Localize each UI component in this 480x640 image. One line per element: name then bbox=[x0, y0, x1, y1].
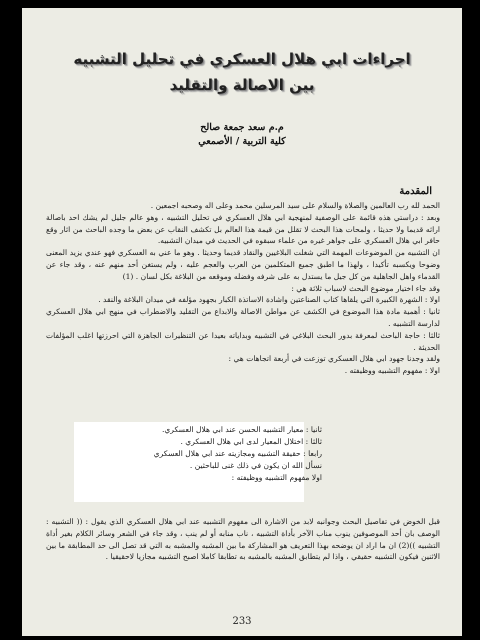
paragraph: ان التشبيه من الموضوعات المهمة التي شغلت البلاغيين والنقاد قديما وحديثا . وهو ما عني به العسكري فهو عندي يزيد المعنى وضوحا ويكسبه تأكيدا ، ولهذا ما اطبق جميع المتكلمين من العرب والعجم عليه ، ولم يستغن أحد منهم عنه ، وقد جاء عن القدماء واهل الجاهلية من كل جيل ما يستدل به على شرفه وفضله وموقعه من البلاغة بكل لسان . (1) bbox=[46, 248, 440, 281]
paragraph: ثانيا : أهمية مادة هذا الموضوع في الكشف عن مواطن الاصالة والابداع من التقليد والاضطراب في منهج ابي هلال العسكري لدارسة التشبيه . bbox=[46, 307, 440, 328]
list-item: اولا مفهوم التشبيه ووظيفته : bbox=[231, 473, 322, 482]
section-heading: المقدمة bbox=[399, 186, 432, 197]
paragraph: وقد جاء اختيار موضوع البحث لاسباب ثلاثة هي : bbox=[291, 283, 440, 293]
list-item: رابعا : حقيقة التشبيه ومجازيته عند ابي هلال العسكري bbox=[153, 449, 322, 458]
author-affiliation: كلية التربية / الأصمعي bbox=[198, 136, 286, 147]
paragraph: اولا : مفهوم التشبيه ووظيفته . bbox=[344, 366, 440, 376]
list-item: ثانيا : معيار التشبيه الحسن عند ابي هلال العسكري. bbox=[161, 425, 322, 434]
paragraph: قبل الخوض في تفاصيل البحث وجوانبه لابد من الاشارة الى مفهوم التشبيه عند ابي هلال العسكري الذي يقول : (( التشبيه : الوصف بان أحد الموصوفين ينوب مناب الآخر بأداة التشبيه ، ناب منابه أو لم ينب ، وقد جاء في الشعر وسائر الكلام بغير أداة التشبيه ))(2) ان ما اراد ان يوضحه بهذا التعريف هو المشاركة ما بين المشبه والمشبه به التي قد تصل الى حد المطابقة ما بين الاثنين فيكون التشبيه حقيقي ، واذا لم يتطابق المشبه بالمشبه به تطابقا كاملا اصبح التشبيه مجازيا لاحقيقيا . bbox=[46, 517, 440, 562]
paragraph: ثالثا : حاجة الباحث لمعرفة بدور البحث البلاغي في التشبيه وبداياته بعيدا عن التنظيرات الجاهزة التي احرزتها اغلب المؤلفات الحديثة . bbox=[46, 330, 440, 352]
list-item: نسأل الله ان يكون في ذلك غنى للباحثين . bbox=[189, 461, 322, 470]
author-name: م.م سعد جمعة صالح bbox=[200, 122, 284, 133]
list-item: ثالثا : اختلال المعيار لدى ابي هلال العسكري . bbox=[180, 437, 322, 446]
document-page bbox=[22, 8, 462, 636]
paper-subtitle: بين الاصالة والتقليد bbox=[169, 76, 315, 94]
paragraph: وبعد : دراستي هذه قائمة على الوصفية لمنهجية ابي هلال العسكري في تحليل التشبيه ، وهو عالم جليل لم يشك احد باصالة اراثه قديما ولا حديثا ، ولمحات هذا البحث لا تقلل من قيمة هذا العالم بل تكشف النقاب عن بعض ما وجده الباحث من اثار وقع حافر ابي هلال العسكري على جواهر غيره من علماء سبقوه في الحديث في ميدان التشبيه. bbox=[46, 212, 440, 246]
page-number: 233 bbox=[232, 616, 252, 627]
paragraph: ولقد وجدنا جهود ابي هلال العسكري توزعت في أربعة اتجاهات هي : bbox=[228, 354, 440, 364]
body-text-bottom bbox=[46, 516, 440, 563]
highlight-lines bbox=[102, 424, 322, 484]
body-text-top bbox=[46, 200, 440, 377]
paper-title: اجراءات ابي هلال العسكري في تحليل التشبيه bbox=[73, 50, 411, 68]
paragraph: الحمد لله رب العالمين والصلاة والسلام على سيد المرسلين محمد وعلى اله وصحبه اجمعين . bbox=[150, 201, 440, 210]
paragraph: اولا : الشهرة الكبيرة التي يلقاها كتاب الصناعتين واشادة الاساتذة الكبار بجهود مؤلفه في ميدان البلاغة والنقد . bbox=[98, 295, 440, 305]
